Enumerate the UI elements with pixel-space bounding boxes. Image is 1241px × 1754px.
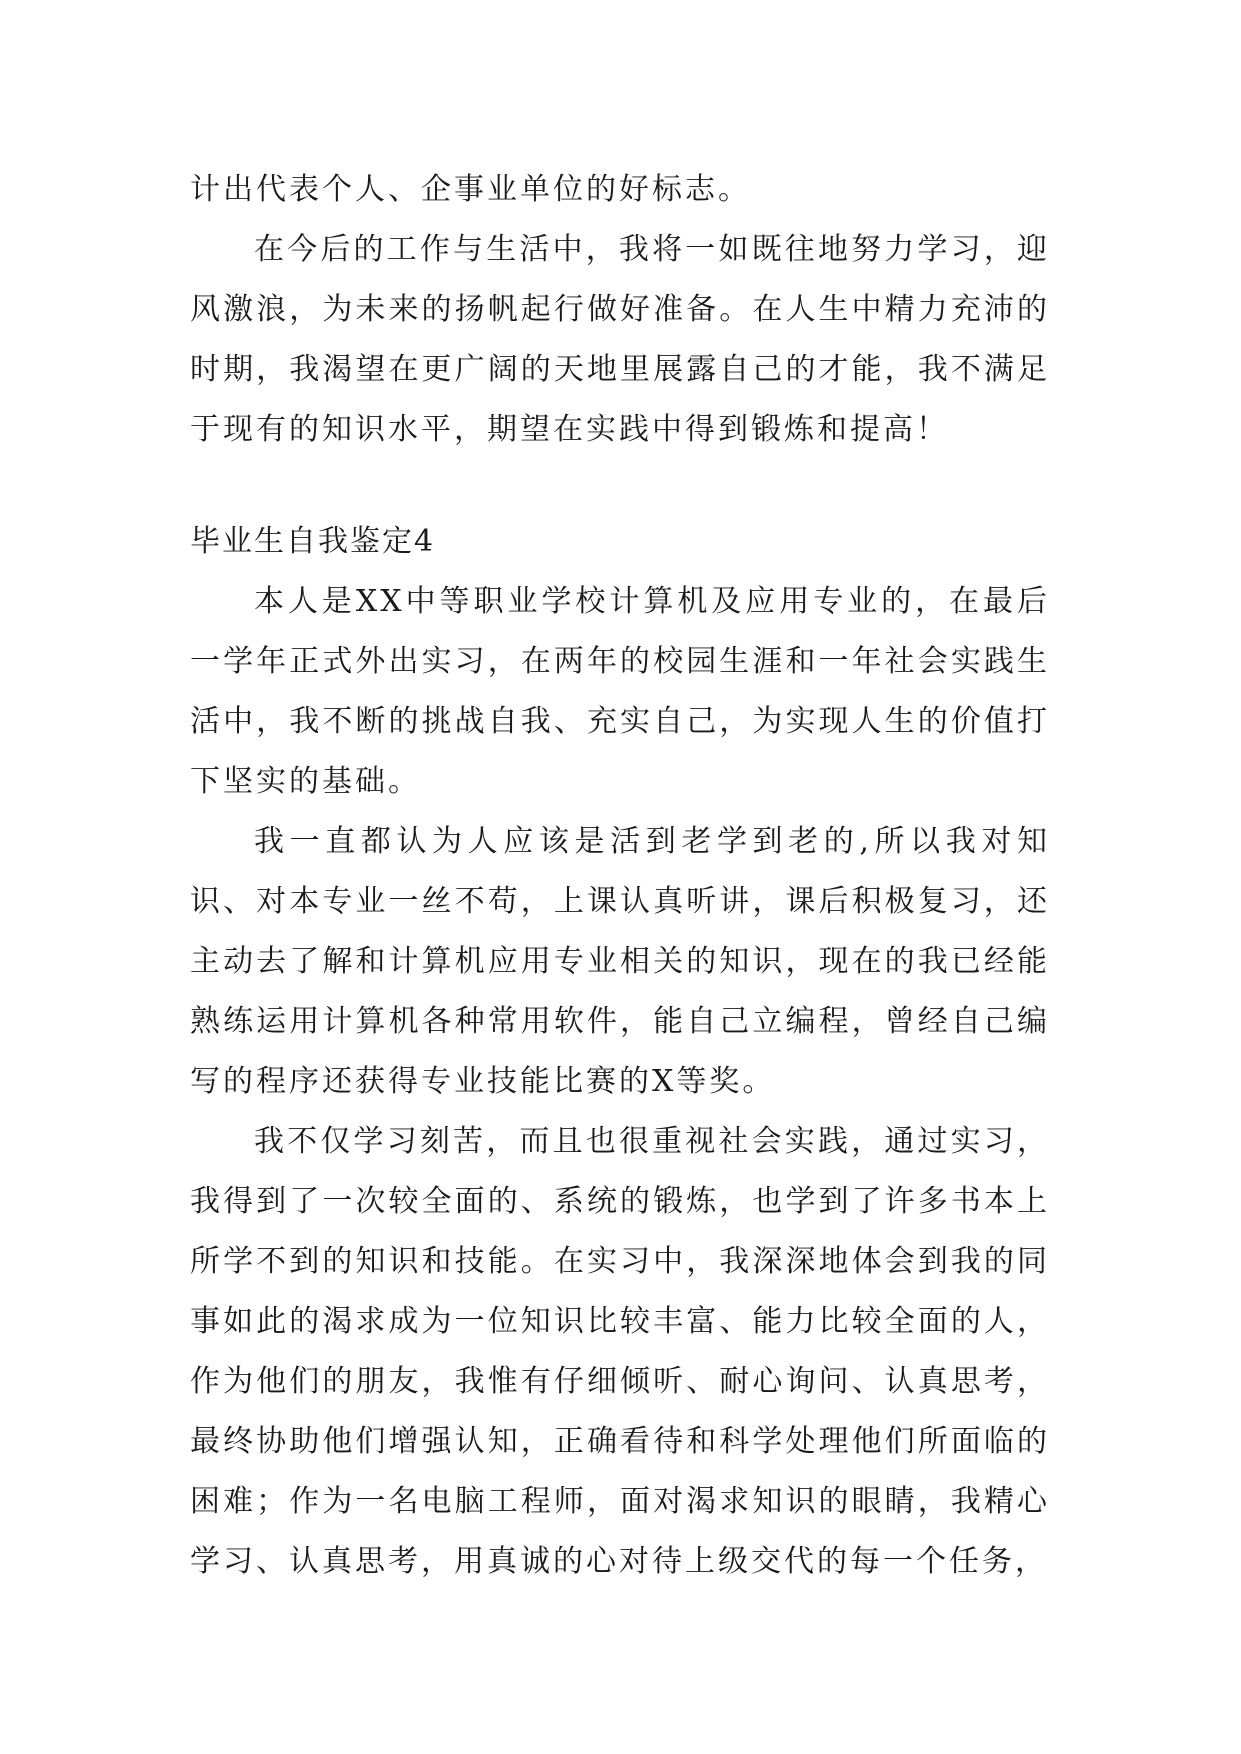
paragraph-future-plans: 在今后的工作与生活中，我将一如既往地努力学习，迎风激浪，为未来的扬帆起行做好准备。在人生中精力充沛的时期，我渴望在更广阔的天地里展露自己的才能，我不满足于现有的知识水平，期望在实践中得到锻炼和提高！ [190, 232, 1050, 447]
section-heading: 毕业生自我鉴定4 [190, 524, 436, 559]
paragraph-study: 我一直都认为人应该是活到老学到老的,所以我对知识、对本专业一丝不苟，上课认真听讲，课后积极复习，还主动去了解和计算机应用专业相关的知识，现在的我已经能熟练运用计算机各种常用软件，能自己立编程，曾经自己编写的程序还获得专业技能比赛的X等奖。 [190, 824, 1050, 1099]
paragraph-continuation: 计出代表个人、企事业单位的好标志。 [190, 172, 751, 207]
document-body [190, 160, 1050, 1592]
paragraph-introduction: 本人是XX中等职业学校计算机及应用专业的，在最后一学年正式外出实习，在两年的校园生涯和一年社会实践生活中，我不断的挑战自我、充实自己，为实现人生的价值打下坚实的基础。 [190, 584, 1050, 799]
paragraph-practice: 我不仅学习刻苦，而且也很重视社会实践，通过实习，我得到了一次较全面的、系统的锻炼，也学到了许多书本上所学不到的知识和技能。在实习中，我深深地体会到我的同事如此的渴求成为一位知识比较丰富、能力比较全面的人，作为他们的朋友，我惟有仔细倾听、耐心询问、认真思考，最终协助他们增强认知，正确看待和科学处理他们所面临的困难；作为一名电脑工程师，面对渴求知识的眼睛，我精心学习、认真思考，用真诚的心对待上级交代的每一个任务， [190, 1124, 1050, 1579]
